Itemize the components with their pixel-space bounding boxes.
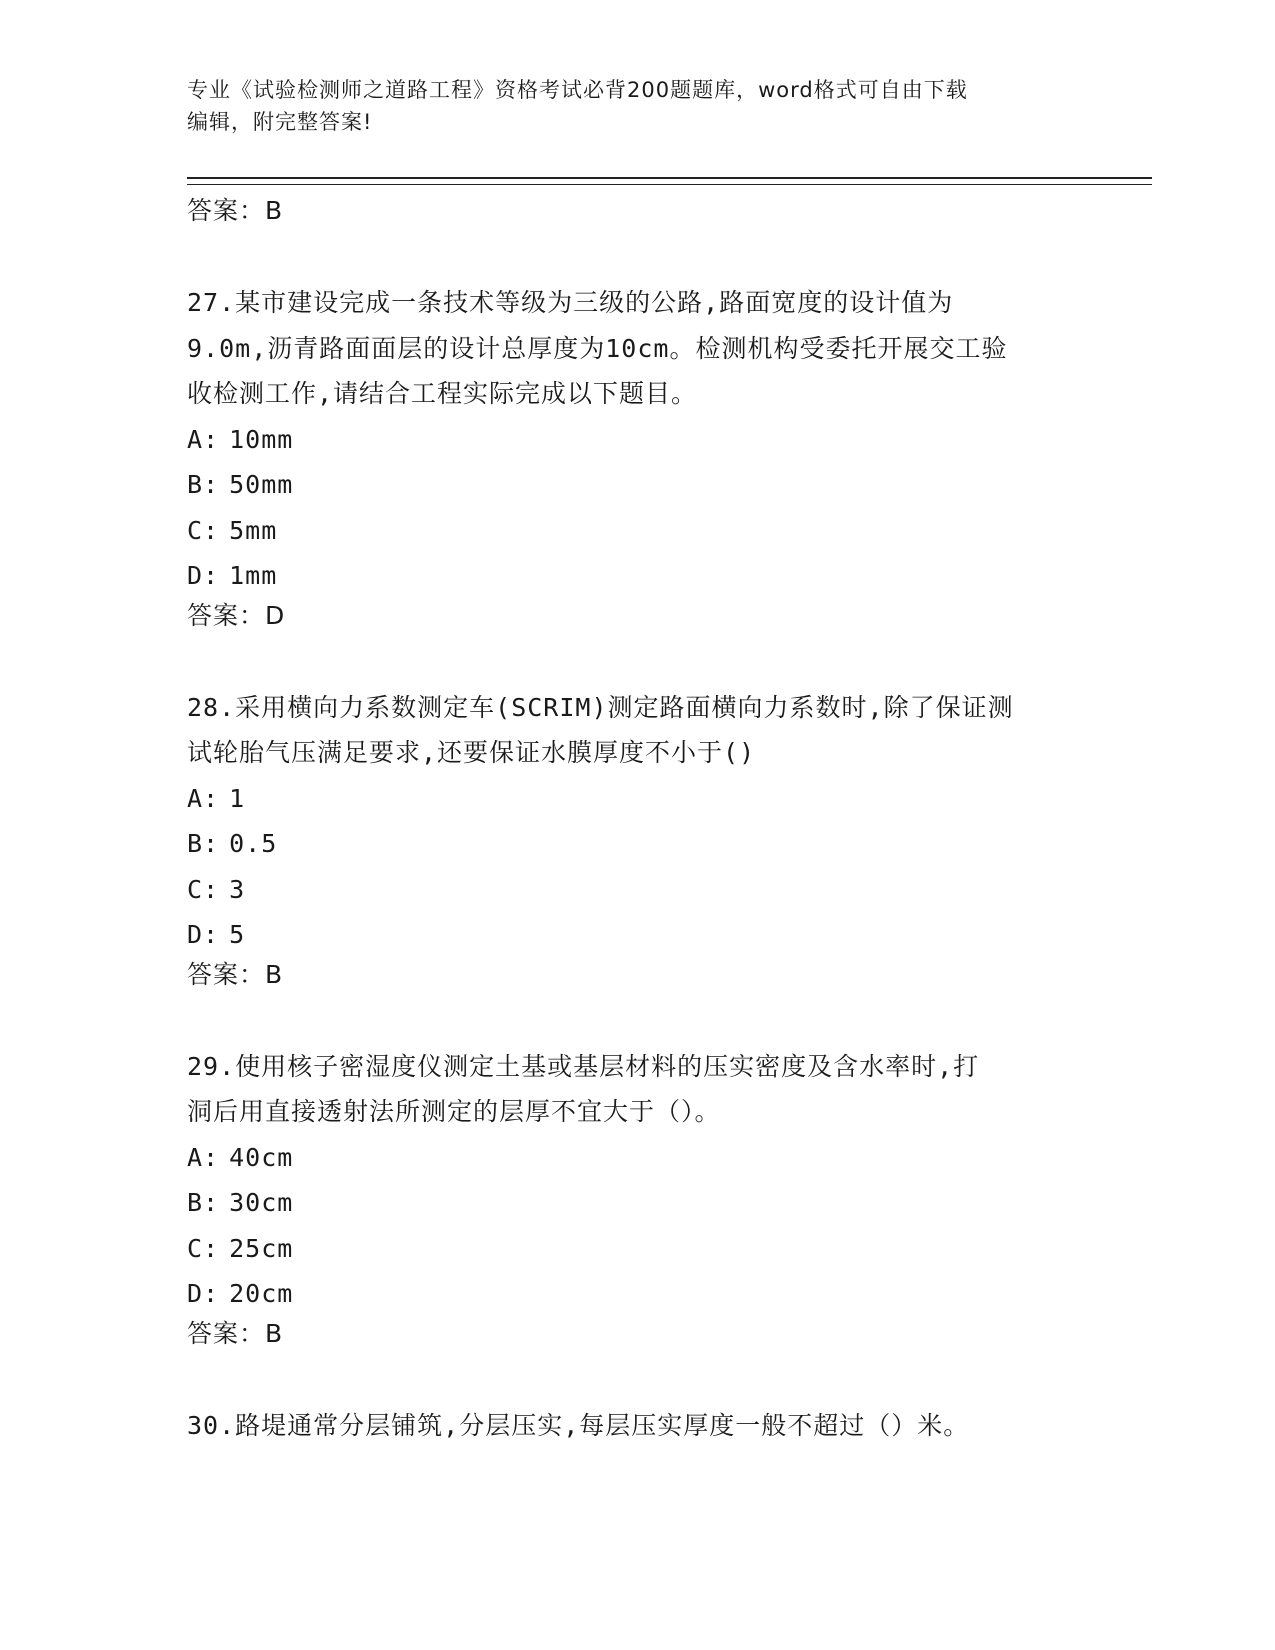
- option-b: B: 50mm: [187, 470, 294, 499]
- question-stem-line: 洞后用直接透射法所测定的层厚不宜大于（）。: [187, 1097, 721, 1126]
- question-28: [187, 685, 1107, 992]
- option-c: C: 5mm: [187, 515, 278, 545]
- question-27: [187, 280, 1107, 633]
- answer-label: 答案：D: [187, 600, 286, 630]
- spacer: [187, 633, 1107, 685]
- option-c: C: 25cm: [187, 1233, 294, 1263]
- answer-label: 答案：B: [187, 959, 284, 989]
- option-d: D: 1mm: [187, 561, 278, 590]
- option-d: D: 20cm: [187, 1279, 294, 1308]
- question-stem-line: 29.使用核子密湿度仪测定土基或基层材料的压实密度及含水率时,打: [187, 1051, 980, 1081]
- previous-answer: 答案：B: [187, 196, 284, 225]
- header-line-1: 专业《试验检测师之道路工程》资格考试必背200题题库，word格式可自由下载: [187, 78, 968, 102]
- option-d: D: 5: [187, 920, 246, 949]
- header-line-2: 编辑，附完整答案!: [187, 110, 373, 134]
- option-b: B: 30cm: [187, 1188, 294, 1217]
- question-stem-line: 30.路堤通常分层铺筑,分层压实,每层压实厚度一般不超过（）米。: [187, 1410, 970, 1440]
- header-divider: [187, 177, 1152, 185]
- question-list: [187, 194, 1107, 1448]
- option-b: B: 0.5: [187, 829, 278, 858]
- option-c: C: 3: [187, 874, 246, 904]
- spacer: [187, 1351, 1107, 1403]
- question-stem-line: 试轮胎气压满足要求,还要保证水膜厚度不小于(): [187, 738, 756, 767]
- option-a: A: 1: [187, 783, 246, 813]
- question-stem-line: 收检测工作,请结合工程实际完成以下题目。: [187, 379, 698, 408]
- option-a: A: 10mm: [187, 424, 294, 454]
- option-a: A: 40cm: [187, 1142, 294, 1172]
- question-29: [187, 1044, 1107, 1351]
- spacer: [187, 992, 1107, 1044]
- answer-label: 答案：B: [187, 1318, 284, 1348]
- question-30: [187, 1403, 1107, 1449]
- question-stem-line: 28.采用横向力系数测定车(SCRIM)测定路面横向力系数时,除了保证测: [187, 692, 1014, 722]
- question-stem-line: 27.某市建设完成一条技术等级为三级的公路,路面宽度的设计值为: [187, 288, 954, 317]
- question-stem-line: 9.0m,沥青路面面层的设计总厚度为10cm。检测机构受委托开展交工验: [187, 333, 1008, 363]
- document-header: [187, 74, 1107, 138]
- spacer: [187, 228, 1107, 280]
